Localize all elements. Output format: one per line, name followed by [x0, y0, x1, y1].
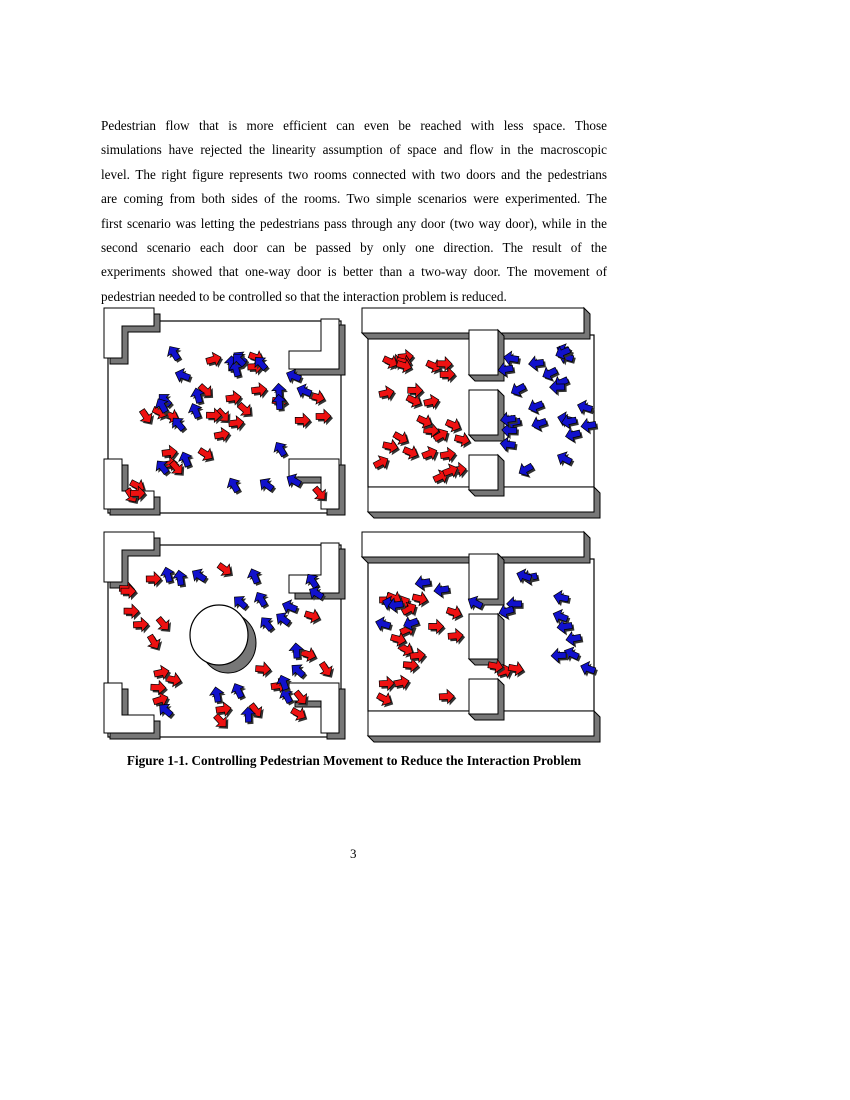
figure-caption: Figure 1-1. Controlling Pedestrian Movement to Reduce the Interaction Problem [126, 753, 582, 768]
panel-intersection-no-obstacle [104, 308, 345, 515]
wall-block [469, 554, 498, 599]
paragraph-line: are coming from both sides of the rooms. Two simple scenarios were experimented. The [101, 191, 607, 207]
panel-two-rooms-one-way-doors [362, 532, 600, 742]
paragraph-line: pedestrian needed to be controlled so that the interaction problem is reduced. [101, 288, 507, 304]
wall-block [469, 614, 498, 659]
paragraph-line: simulations have rejected the linearity assumption of space and flow in the macroscopic [101, 142, 607, 158]
round-obstacle [190, 605, 248, 665]
wall-block [469, 330, 498, 375]
paragraph-line: level. The right figure represents two rooms connected with two doors and the pedestrians [101, 166, 607, 182]
wall-block [362, 308, 584, 333]
panel-intersection-with-obstacle [104, 532, 345, 739]
wall-block [469, 390, 498, 435]
figure-drawing [101, 305, 611, 750]
panel-two-rooms-two-way-doors [362, 308, 600, 518]
figure-pedestrian-movement [101, 305, 611, 750]
wall-block [362, 532, 584, 557]
wall-block [469, 455, 498, 490]
paragraph-line: second scenario each door can be passed by only one direction. The result of the [101, 240, 607, 256]
body-paragraph [101, 114, 607, 309]
paragraph-line: experiments showed that one-way door is better than a two-way door. The movement of [101, 264, 607, 280]
paragraph-line: Pedestrian flow that is more efficient can even be reached with less space. Those [101, 118, 607, 133]
paragraph-line: first scenario was letting the pedestrians pass through any door (two way door), while in the [101, 215, 607, 231]
page-number: 3 [350, 846, 357, 861]
wall-block [469, 679, 498, 714]
